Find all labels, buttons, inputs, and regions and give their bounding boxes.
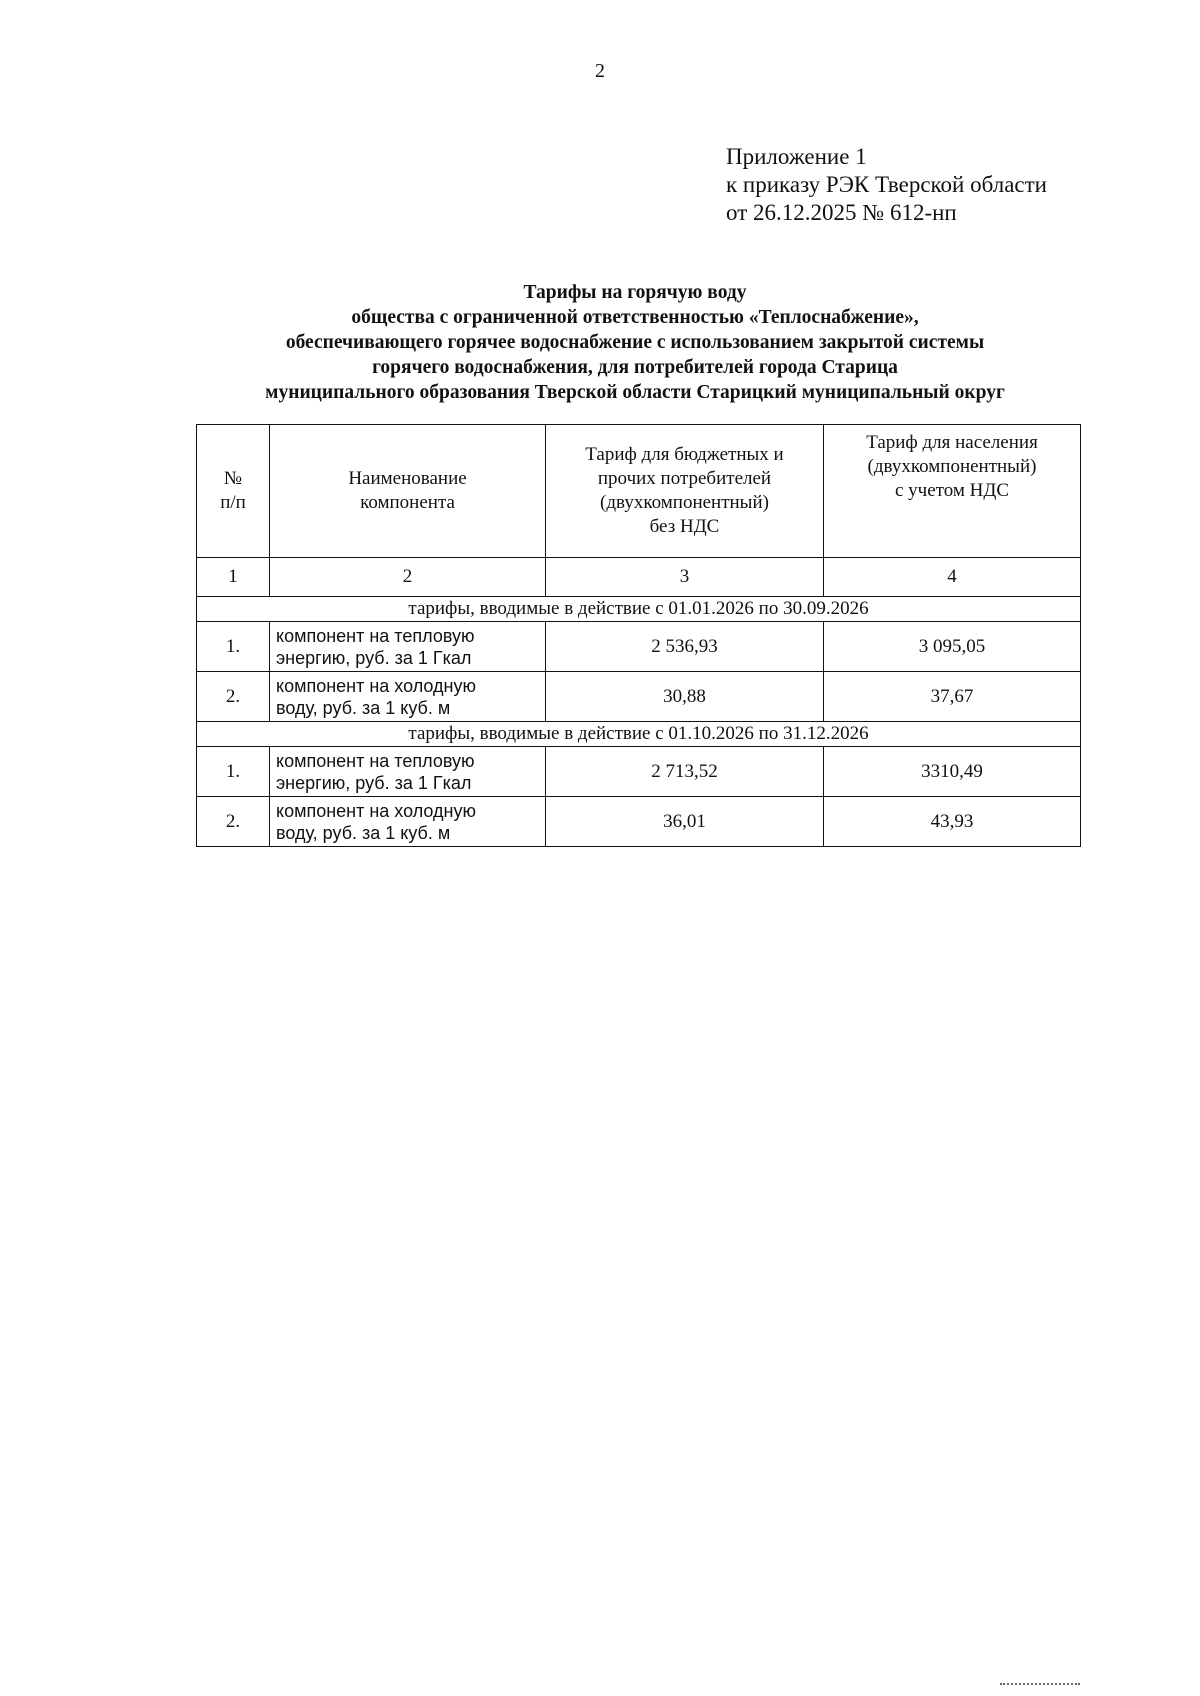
- column-number: 4: [824, 558, 1081, 597]
- header-budget: [546, 425, 824, 558]
- tariff-table: [196, 424, 1081, 847]
- header-text: без НДС: [649, 516, 720, 537]
- header-text: Наименование: [348, 468, 467, 489]
- header-text: (двухкомпонентный): [867, 456, 1037, 477]
- header-text: (двухкомпонентный): [600, 492, 769, 513]
- appendix-reference: [726, 143, 1047, 227]
- row-name: [270, 672, 546, 722]
- row-num: 2.: [197, 672, 270, 722]
- row-population-value: 43,93: [824, 797, 1081, 847]
- title-line: общества с ограниченной ответственностью «Теплоснабжение»,: [351, 307, 919, 328]
- appendix-line: к приказу РЭК Тверской области: [726, 172, 1047, 197]
- scan-artifact: [1000, 1683, 1080, 1685]
- period-row: [197, 722, 1081, 747]
- header-text: п/п: [220, 492, 246, 513]
- table-row: [197, 672, 1081, 722]
- row-name: [270, 797, 546, 847]
- row-name-line: воду, руб. за 1 куб. м: [276, 822, 451, 843]
- row-name-line: воду, руб. за 1 куб. м: [276, 697, 451, 718]
- header-text: компонента: [360, 492, 455, 513]
- row-budget-value: 30,88: [546, 672, 824, 722]
- row-population-value: 37,67: [824, 672, 1081, 722]
- row-name-line: энергию, руб. за 1 Гкал: [276, 772, 472, 793]
- column-number: 3: [546, 558, 824, 597]
- page-number: 2: [595, 60, 605, 82]
- column-number: 2: [270, 558, 546, 597]
- header-name: [270, 425, 546, 558]
- appendix-line: Приложение 1: [726, 144, 867, 169]
- document-title: [150, 280, 1120, 405]
- title-line: муниципального образования Тверской области Старицкий муниципальный округ: [265, 382, 1005, 403]
- row-population-value: 3310,49: [824, 747, 1081, 797]
- period-row: [197, 597, 1081, 622]
- row-name-line: компонент на холодную: [276, 675, 476, 696]
- row-num: 1.: [197, 622, 270, 672]
- row-population-value: 3 095,05: [824, 622, 1081, 672]
- table-row: [197, 797, 1081, 847]
- row-name-line: компонент на тепловую: [276, 625, 475, 646]
- row-num: 1.: [197, 747, 270, 797]
- row-budget-value: 2 536,93: [546, 622, 824, 672]
- row-budget-value: 36,01: [546, 797, 824, 847]
- header-text: Тариф для населения: [866, 432, 1038, 453]
- title-line: обеспечивающего горячее водоснабжение с использованием закрытой системы: [285, 332, 985, 353]
- header-text: с учетом НДС: [895, 480, 1009, 501]
- header-text: Тариф для бюджетных и: [585, 444, 784, 465]
- header-num: [197, 425, 270, 558]
- period-label: тарифы, вводимые в действие с 01.01.2026 по 30.09.2026: [197, 597, 1081, 622]
- column-number: 1: [197, 558, 270, 597]
- row-name-line: компонент на тепловую: [276, 750, 475, 771]
- header-population: [824, 425, 1081, 558]
- title-line: Тарифы на горячую воду: [523, 282, 747, 303]
- table-header-row: [197, 425, 1081, 558]
- row-name-line: энергию, руб. за 1 Гкал: [276, 647, 472, 668]
- title-line: горячего водоснабжения, для потребителей города Старица: [372, 357, 898, 378]
- table-row: [197, 747, 1081, 797]
- column-number-row: [197, 558, 1081, 597]
- row-num: 2.: [197, 797, 270, 847]
- row-name-line: компонент на холодную: [276, 800, 476, 821]
- header-text: прочих потребителей: [597, 468, 772, 489]
- row-name: [270, 747, 546, 797]
- row-name: [270, 622, 546, 672]
- appendix-line: от 26.12.2025 № 612-нп: [726, 200, 957, 225]
- row-budget-value: 2 713,52: [546, 747, 824, 797]
- header-text: №: [223, 468, 243, 489]
- table-row: [197, 622, 1081, 672]
- period-label: тарифы, вводимые в действие с 01.10.2026 по 31.12.2026: [197, 722, 1081, 747]
